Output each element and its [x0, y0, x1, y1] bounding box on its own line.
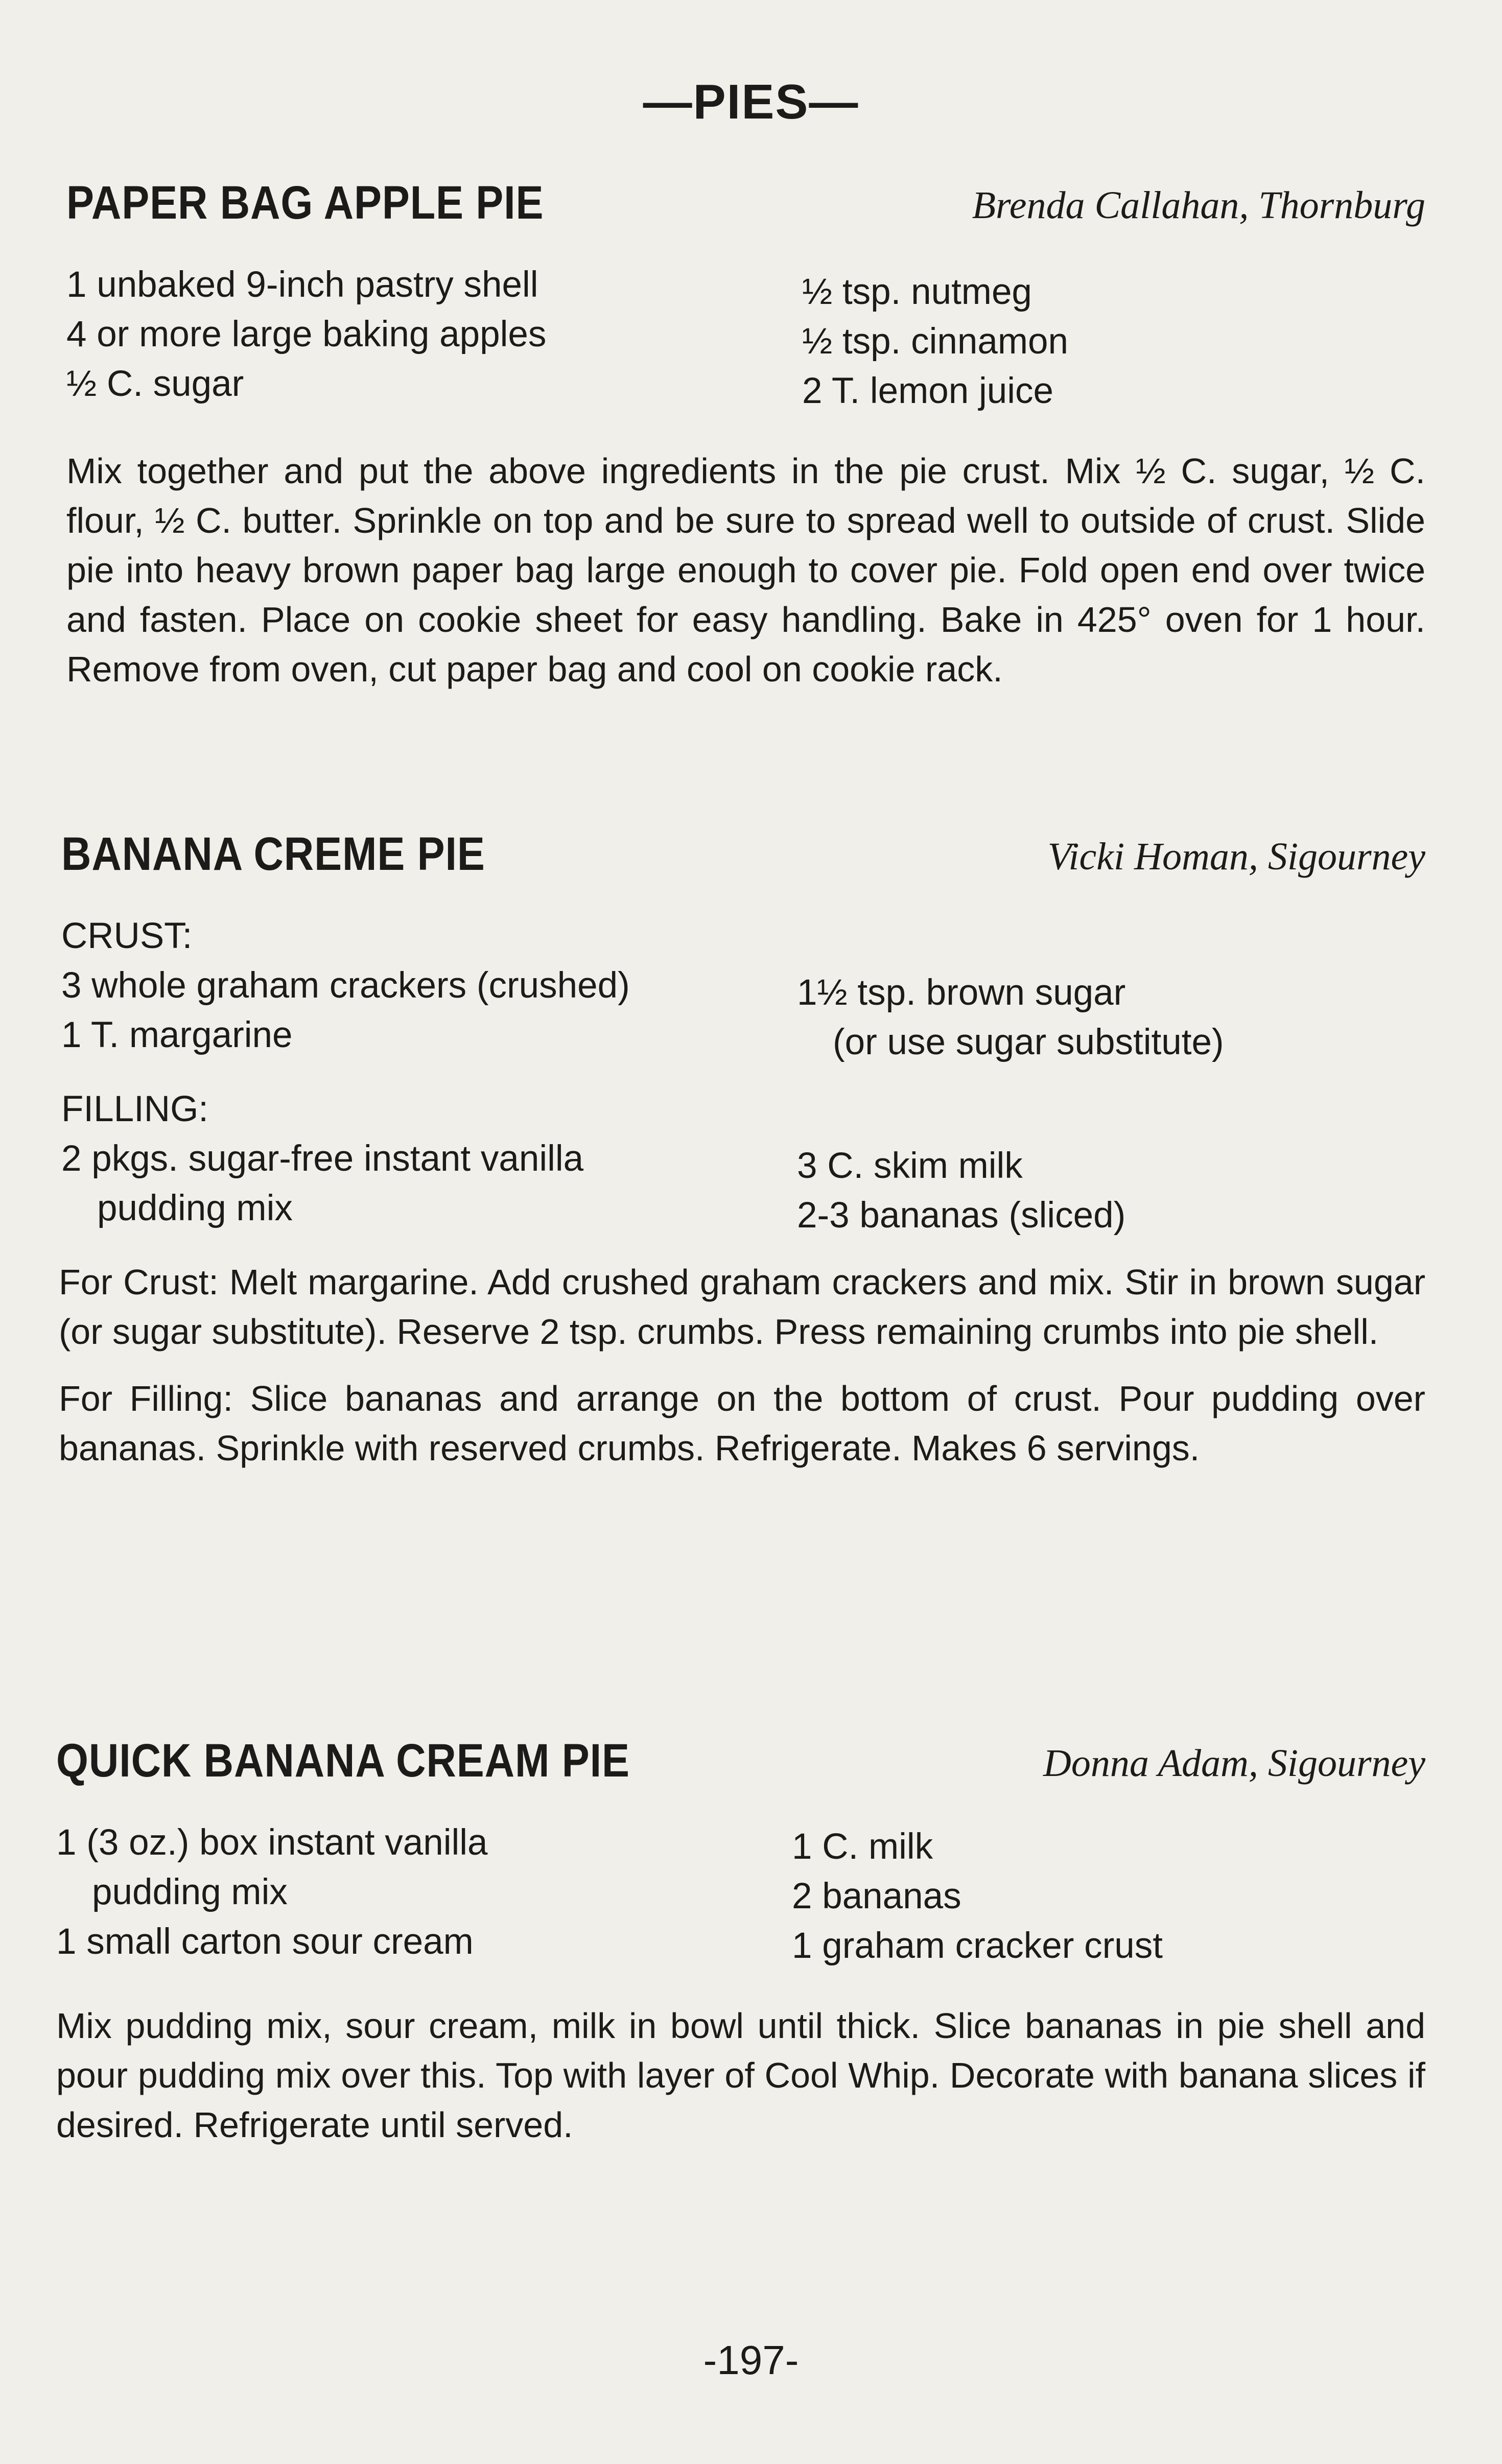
ingredient: 1½ tsp. brown sugar: [797, 973, 1126, 1013]
ingredient: 1 unbaked 9-inch pastry shell: [66, 265, 538, 305]
recipe-paper-bag-apple-pie: [56, 176, 1436, 694]
ingredient: 1 C. milk: [792, 1827, 933, 1867]
recipe-directions: Mix pudding mix, sour cream, milk in bowl until thick. Slice bananas in pie shell and pour pudding mix over this. Top with layer of Cool Whip. Decorate with banana slices if desired. Refrigerate until served.: [56, 2006, 1425, 2145]
ingredient: pudding mix: [92, 1872, 288, 1912]
ingredient: 3 whole graham crackers (crushed): [61, 965, 630, 1006]
crust-directions: For Crust: Melt margarine. Add crushed graham crackers and mix. Stir in brown sugar (or sugar substitute). Reserve 2 tsp. crumbs. Press remaining crumbs into pie shell.: [59, 1262, 1425, 1352]
ingredient: 2 bananas: [792, 1876, 961, 1916]
ingredient: ½ tsp. cinnamon: [802, 321, 1068, 362]
filling-directions: For Filling: Slice bananas and arrange on the bottom of crust. Pour pudding over bananas. Sprinkle with reserved crumbs. Refrigerate. Makes 6 servings.: [59, 1379, 1425, 1468]
recipe-directions: Mix together and put the above ingredients in the pie crust. Mix ½ C. sugar, ½ C. flour, ½ C. butter. Sprinkle on top and be sure to spread well to outside of crust. Slide pie into heavy brown paper bag large enough to cover pie. Fold open end over twice and fasten. Place on cookie sheet for easy handling. Bake in 425° oven for 1 hour. Remove from oven, cut paper bag and cool on cookie rack.: [66, 451, 1425, 689]
crust-ingredients: [56, 961, 1436, 1067]
ingredient: 1 small carton sour cream: [56, 1922, 474, 1962]
filling-label: FILLING:: [61, 1089, 209, 1129]
recipe-quick-banana-cream-pie: [56, 1734, 1436, 2150]
ingredient: pudding mix: [97, 1188, 293, 1228]
ingredient: ½ C. sugar: [66, 364, 244, 404]
recipe-header: [56, 176, 1436, 243]
recipe-author: Brenda Callahan, Thornburg: [972, 184, 1425, 227]
ingredient-list: [56, 260, 1436, 416]
recipe-author: Donna Adam, Sigourney: [1043, 1742, 1425, 1785]
ingredient: 2-3 bananas (sliced): [797, 1195, 1126, 1236]
recipe-header: [56, 1734, 1436, 1800]
recipe-banana-creme-pie: [56, 827, 1436, 1473]
ingredient: 3 C. skim milk: [797, 1146, 1023, 1186]
recipe-title: BANANA CREME PIE: [61, 828, 485, 880]
page-number: -197-: [703, 2337, 799, 2383]
recipe-header: [56, 827, 1436, 894]
filling-ingredients: [56, 1134, 1436, 1240]
ingredient-list: [56, 1818, 1436, 1971]
ingredient: 2 pkgs. sugar-free instant vanilla: [61, 1139, 584, 1179]
ingredient: 1 graham cracker crust: [792, 1926, 1163, 1966]
recipe-title: QUICK BANANA CREAM PIE: [56, 1735, 630, 1787]
section-title: —PIES—: [643, 75, 859, 129]
recipe-title: PAPER BAG APPLE PIE: [66, 177, 544, 229]
ingredient: 1 T. margarine: [61, 1015, 293, 1055]
ingredient: 2 T. lemon juice: [802, 371, 1054, 411]
ingredient: 4 or more large baking apples: [66, 314, 547, 354]
crust-label: CRUST:: [61, 916, 193, 956]
ingredient: ½ tsp. nutmeg: [802, 272, 1032, 312]
ingredient: 1 (3 oz.) box instant vanilla: [56, 1822, 488, 1863]
recipe-author: Vicki Homan, Sigourney: [1047, 835, 1425, 878]
ingredient-note: (or use sugar substitute): [833, 1022, 1224, 1062]
